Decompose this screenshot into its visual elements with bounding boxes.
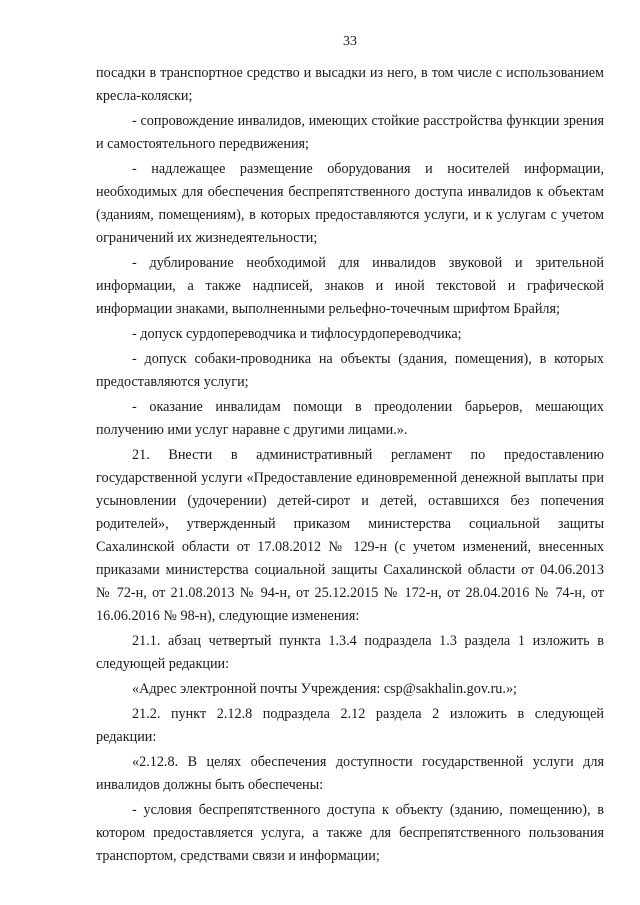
paragraph-sign-interpreter: - допуск сурдопереводчика и тифлосурдопереводчика; <box>132 326 462 342</box>
paragraph-equipment-placement: - надлежащее размещение оборудования и носителей информации, необходимых для обеспечения беспрепятственного доступа инвалидов к объектам (зданиям, помещениям), в которых предоставляются услуги, и к услугам с учетом ограничений их жизнедеятельности; <box>96 161 604 246</box>
paragraph-info-duplication: - дублирование необходимой для инвалидов звуковой и зрительной информации, а также надписей, знаков и иной текстовой и графической информации знаками, выполненными рельефно-точечным шрифтом Брайля; <box>96 255 604 317</box>
paragraph-barrier-help: - оказание инвалидам помощи в преодолении барьеров, мешающих получению ими услуг наравне с другими лицами.». <box>96 399 604 438</box>
document-page <box>96 30 604 868</box>
paragraph-item-21: 21. Внести в административный регламент по предоставлению государственной услуги «Предоставление единовременной денежной выплаты при усыновлении (удочерении) детей-сирот и детей, оставшихся без попечения родителей», утвержденный приказом министерства социальной защиты Сахалинской области от 17.08.2012 № 129-н (с учетом изменений, внесенных приказами министерства социальной защиты Сахалинской области от 04.06.2013 № 72-н, от 21.08.2013 № 94-н, от 25.12.2015 № 172-н, от 28.04.2016 № 74-н, от 16.06.2016 № 98-н), следующие изменения: <box>96 447 604 624</box>
paragraph-item-2-12-8: «2.12.8. В целях обеспечения доступности государственной услуги для инвалидов должны быть обеспечены: <box>96 754 604 793</box>
paragraph-guide-dog: - допуск собаки-проводника на объекты (здания, помещения), в которых предоставляются услуги; <box>96 351 604 390</box>
page-number: 33 <box>343 34 357 49</box>
paragraph-email: «Адрес электронной почты Учреждения: csp@sakhalin.gov.ru.»; <box>132 681 517 697</box>
paragraph-boarding-assistance: посадки в транспортное средство и высадки из него, в том числе с использованием кресла-коляски; <box>96 65 604 104</box>
paragraph-item-21-2: 21.2. пункт 2.12.8 подраздела 2.12 раздела 2 изложить в следующей редакции: <box>96 706 604 745</box>
paragraph-item-21-1: 21.1. абзац четвертый пункта 1.3.4 подраздела 1.3 раздела 1 изложить в следующей редакции: <box>96 633 604 672</box>
paragraph-access-conditions: - условия беспрепятственного доступа к объекту (зданию, помещению), в котором предоставляется услуга, а также для беспрепятственного пользования транспортом, средствами связи и информации; <box>96 802 604 864</box>
paragraph-escort-disabled: - сопровождение инвалидов, имеющих стойкие расстройства функции зрения и самостоятельного передвижения; <box>96 113 604 152</box>
